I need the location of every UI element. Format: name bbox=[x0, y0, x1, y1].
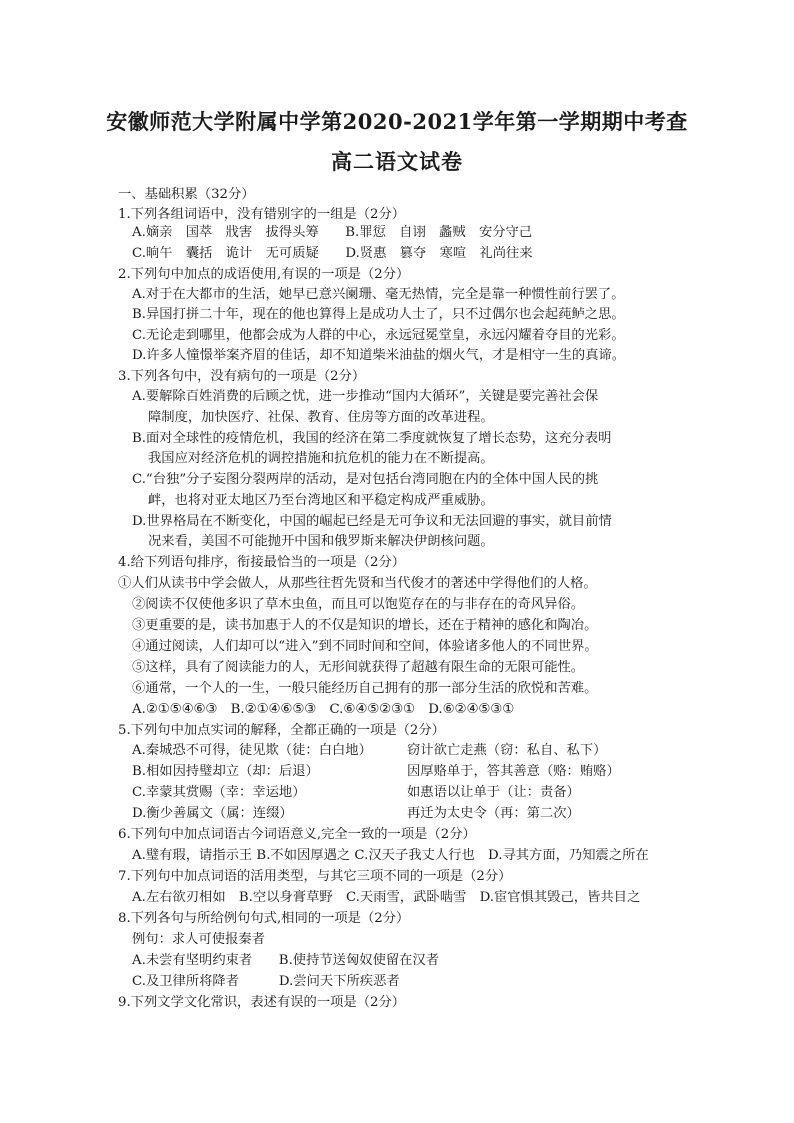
exam-line: ②阅读不仅使他多识了草木虫鱼，而且可以饱览存在的与非存在的奇风异俗。 bbox=[132, 597, 585, 612]
exam-line: 3.下列各句中，没有病句的一项是（2分） bbox=[118, 369, 366, 384]
exam-line: 5.下列句中加点实词的解释，全都正确的一项是（2分） bbox=[118, 723, 445, 738]
exam-line: C.晌午 囊括 诡计 无可质疑 D.贤惠 篡夺 寒喧 礼尚往来 bbox=[132, 246, 533, 261]
exam-line: ⑤这样，具有了阅读能力的人，无形间就获得了超越有限生命的无限可能性。 bbox=[132, 660, 585, 675]
exam-line: D.许多人憧憬举案齐眉的佳话，却不知道柴米油盐的烟火气，才是相守一生的真谛。 bbox=[132, 348, 626, 363]
exam-line: 况来看，美国不可能抛开中国和俄罗斯来解决伊朗核问题。 bbox=[148, 534, 494, 549]
exam-line: B.异国打拼二十年，现在的他也算得上是成功人士了，只不过偶尔也会起莼鲈之思。 bbox=[132, 307, 625, 322]
exam-school-title: 安徽师范大学附属中学第2020-2021学年第一学期期中考查 bbox=[106, 109, 688, 134]
exam-paper-title: 高二语文试卷 bbox=[331, 149, 463, 174]
exam-line: D.衡少善属文（属：连缀） bbox=[132, 806, 293, 821]
exam-line: 6.下列句中加点词语古今词语意义,完全一致的一项是（2分） bbox=[118, 827, 476, 842]
exam-line: 9.下列文学文化常识，表述有误的一项是（2分） bbox=[118, 995, 406, 1010]
exam-line: A.左右欲刃相如 B.空以身膏草野 C.天雨雪，武卧啮雪 D.宦官惧其毁己，皆共目之 bbox=[132, 890, 641, 905]
exam-line: ①人们从读书中学会做人，从那些往哲先贤和当代俊才的著述中学得他们的人格。 bbox=[118, 576, 597, 591]
exam-line: 例句：求人可使报秦者 bbox=[132, 932, 265, 947]
exam-line: 再迁为太史令（再：第二次） bbox=[407, 806, 580, 821]
exam-line: C.及卫律所将降者 D.尝问天下所疾恶者 bbox=[132, 974, 400, 989]
exam-line: A.璧有瑕，请指示王 B.不如因厚遇之 C.汉天子我丈人行也 D.寻其方面，乃知震之所在 bbox=[132, 848, 649, 863]
exam-line: A.秦城恐不可得，徒见欺（徒：白白地） bbox=[132, 743, 372, 758]
exam-line: A.嫡亲 国萃 戕害 拔得头筹 B.罪愆 自诩 蠡贼 安分守己 bbox=[132, 225, 533, 240]
exam-line: ⑥通常，一个人的一生，一般只能经历自己拥有的那一部分生活的欣悦和苦难。 bbox=[132, 681, 598, 696]
exam-line: ④通过阅读，人们却可以“进入”到不同时间和空间，体验诸多他人的不同世界。 bbox=[132, 639, 598, 654]
exam-line: A.对于在大都市的生活，她早已意兴阑珊、毫无热情，完全是靠一种惯性前行罢了。 bbox=[132, 287, 625, 302]
exam-line: B.相如因持璧却立（却：后退） bbox=[132, 764, 319, 779]
exam-line: C.“台独”分子妄图分裂两岸的活动，是对包括台湾同胞在内的全体中国人民的挑 bbox=[132, 472, 599, 487]
exam-line: 1.下列各组词语中，没有错别字的一组是（2分） bbox=[118, 207, 406, 222]
exam-line: 2.下列句中加点的成语使用,有误的一项是（2分） bbox=[118, 267, 410, 282]
exam-line: ③更重要的是，读书加惠于人的不仅是知识的增长，还在于精神的感化和陶冶。 bbox=[132, 618, 598, 633]
exam-line: D.世界格局在不断变化，中国的崛起已经是无可争议和无法回避的事实，就目前情 bbox=[132, 514, 612, 529]
exam-line: 4.给下列语句排序，衔接最恰当的一项是（2分） bbox=[118, 555, 406, 570]
exam-line: C.幸蒙其赏赐（幸：幸运地） bbox=[132, 785, 306, 800]
exam-line: 如惠语以让单于（让：责备） bbox=[407, 785, 580, 800]
exam-line: 8.下列各句与所给例句句式,相同的一项是（2分） bbox=[118, 911, 410, 926]
exam-line: 7.下列句中加点词语的活用类型，与其它三项不同的一项是（2分） bbox=[118, 869, 512, 884]
exam-line: 障制度，加快医疗、社保、教育、住房等方面的改革进程。 bbox=[148, 410, 494, 425]
exam-line: A.要解除百姓消费的后顾之忧，进一步推动“国内大循环”，关键是要完善社会保 bbox=[132, 389, 599, 404]
exam-line: 一、基础积累（32分） bbox=[118, 187, 255, 202]
exam-line: 因厚赂单于，答其善意（赂：贿赂） bbox=[407, 764, 620, 779]
exam-line: 我国应对经济危机的调控措施和抗危机的能力在不断提高。 bbox=[148, 451, 494, 466]
exam-line: 衅，也将对亚太地区乃至台湾地区和平稳定构成严重威胁。 bbox=[148, 493, 494, 508]
exam-line: A.未尝有坚明约束者 B.使持节送匈奴使留在汉者 bbox=[132, 953, 440, 968]
exam-line: C.无论走到哪里，他都会成为人群的中心，永远冠冕堂皇，永远闪耀着夺目的光彩。 bbox=[132, 328, 625, 343]
exam-line: A.②①⑤④⑥③ B.②①④⑥⑤③ C.⑥④⑤②③① D.⑥②④⑤③① bbox=[132, 702, 515, 717]
exam-line: 窃计欲亡走燕（窃：私自、私下） bbox=[407, 743, 607, 758]
exam-line: B.面对全球性的疫情危机，我国的经济在第二季度就恢复了增长态势，这充分表明 bbox=[132, 431, 612, 446]
